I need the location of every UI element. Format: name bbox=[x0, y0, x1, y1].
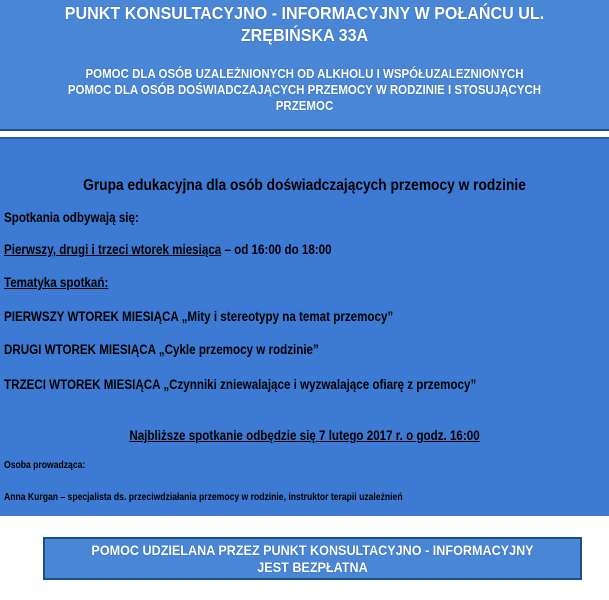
title-line-1: PUNKT KONSULTACYJNO - INFORMACYJNY W POŁAŃCU UL. bbox=[64, 3, 545, 23]
leader-description: Anna Kurgan – specjalista ds. przeciwdziałania przemocy w rodzinie, instruktor terapii uzależnień bbox=[4, 492, 403, 503]
free-help-text bbox=[72, 542, 554, 576]
subtitle-line-3: PRZEMOC bbox=[275, 99, 334, 113]
free-help-line-2: JEST BEZPŁATNA bbox=[257, 559, 368, 575]
header-banner bbox=[0, 0, 609, 131]
group-info-panel bbox=[0, 137, 609, 516]
schedule-days: Pierwszy, drugi i trzeci wtorek miesiąca bbox=[4, 242, 222, 257]
free-help-line-1: POMOC UDZIELANA PRZEZ PUNKT KONSULTACYJNO - INFORMACYJNY bbox=[91, 542, 534, 558]
schedule-time: – od 16:00 do 18:00 bbox=[221, 242, 332, 257]
subtitle bbox=[43, 66, 566, 114]
topic-3: TRZECI WTOREK MIESIĄCA „Czynniki zniewalające i wyzwalające ofiarę z przemocy” bbox=[4, 377, 477, 392]
topics-label: Tematyka spotkań: bbox=[4, 275, 109, 290]
subtitle-line-1: POMOC DLA OSÓB UZALEŻNIONYCH OD ALKHOLU I WSPÓŁUZALEZNIONYCH bbox=[85, 67, 524, 81]
leader-label: Osoba prowadząca: bbox=[4, 460, 86, 471]
group-title: Grupa edukacyjna dla osób doświadczających przemocy w rodzinie bbox=[83, 177, 526, 194]
page-title bbox=[43, 2, 566, 46]
free-help-banner bbox=[43, 537, 582, 580]
topic-1: PIERWSZY WTOREK MIESIĄCA „Mity i stereotypy na temat przemocy” bbox=[4, 309, 394, 324]
title-line-2: ZRĘBIŃSKA 33A bbox=[240, 25, 369, 45]
next-meeting: Najbliższe spotkanie odbędzie się 7 lutego 2017 r. o godz. 16:00 bbox=[129, 428, 480, 443]
schedule-line bbox=[4, 242, 332, 258]
meetings-label: Spotkania odbywają się: bbox=[4, 210, 139, 225]
topic-2: DRUGI WTOREK MIESIĄCA „Cykle przemocy w rodzinie” bbox=[4, 342, 319, 357]
subtitle-line-2: POMOC DLA OSÓB DOŚWIADCZAJĄCYCH PRZEMOCY W RODZINIE I STOSUJĄCYCH bbox=[67, 83, 542, 97]
